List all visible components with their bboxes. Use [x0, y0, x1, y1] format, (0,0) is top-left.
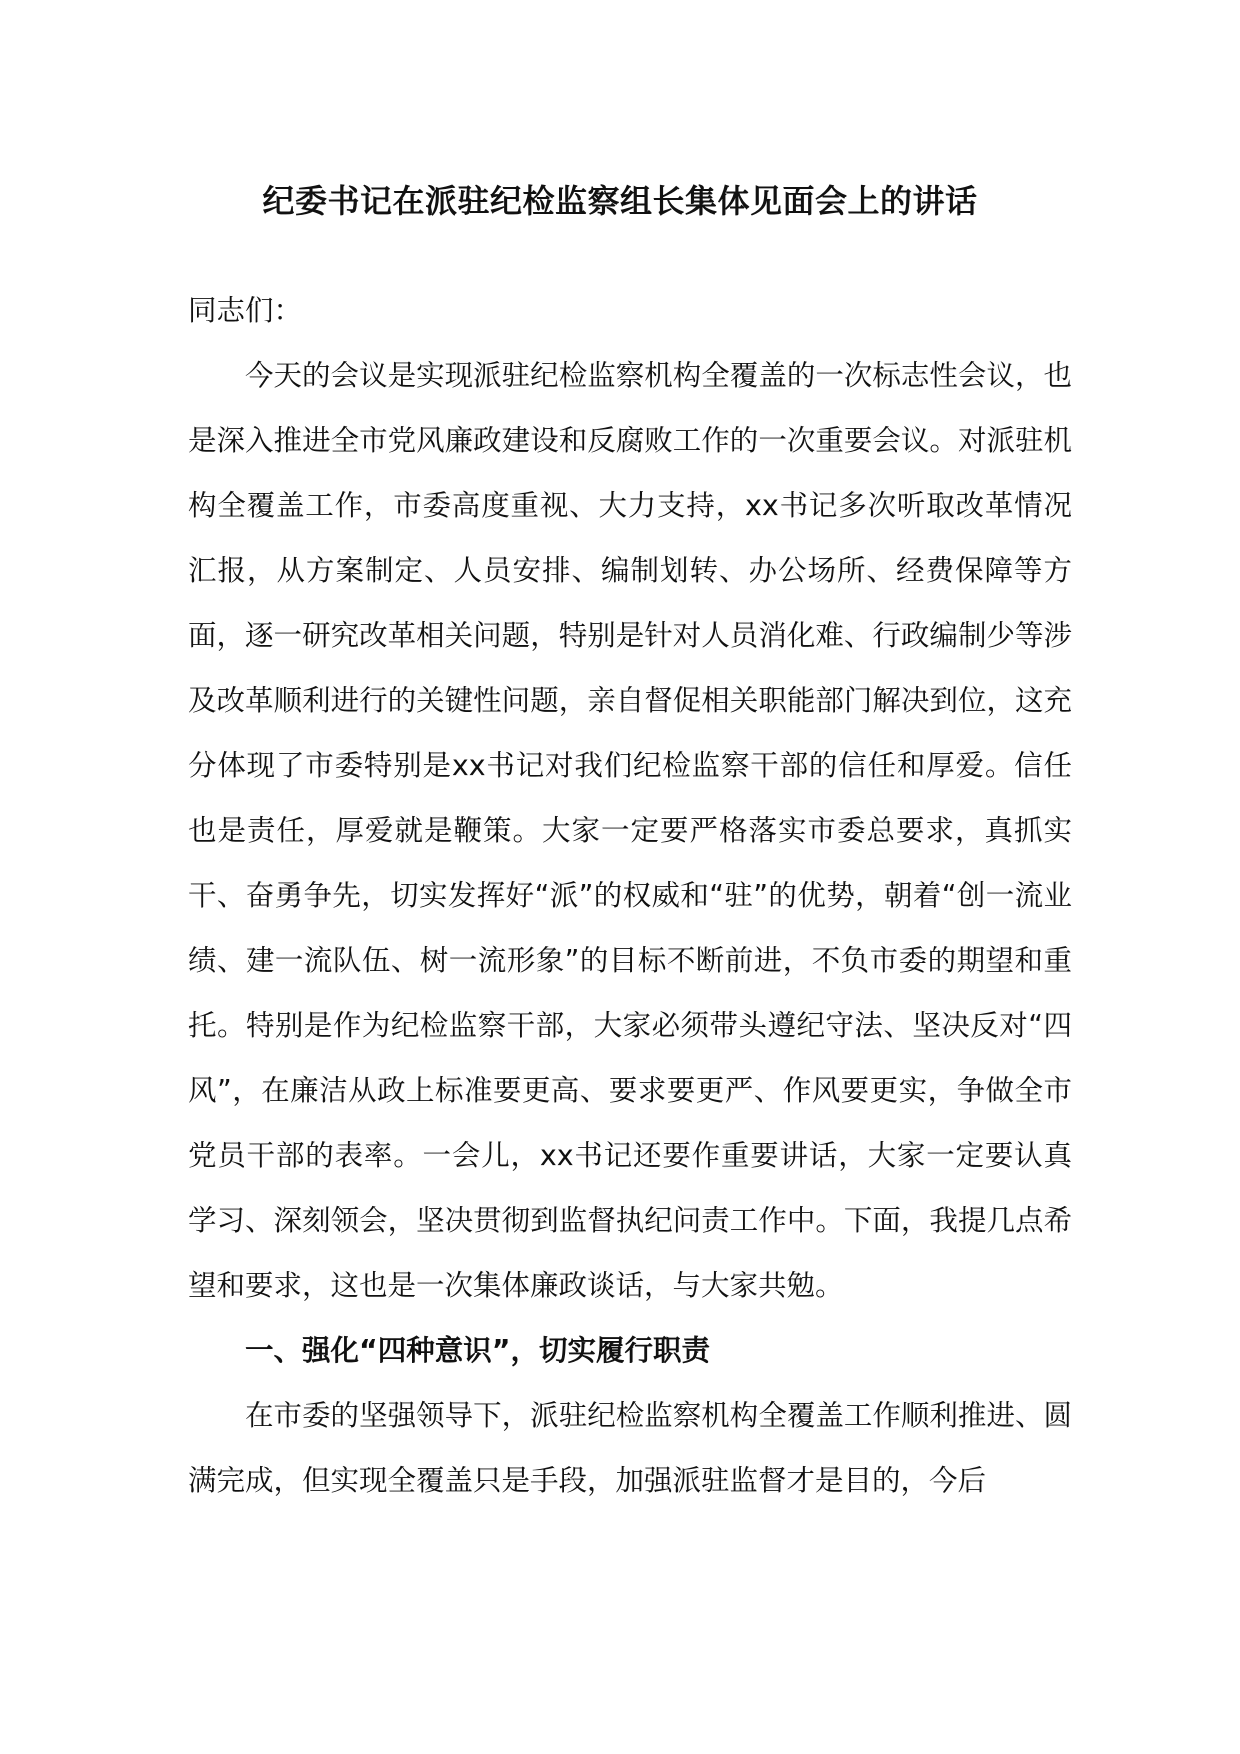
- paragraph: 今天的会议是实现派驻纪检监察机构全覆盖的一次标志性会议，也是深入推进全市党风廉政建设和反腐败工作的一次重要会议。对派驻机构全覆盖工作，市委高度重视、大力支持，xx书记多次听取改革情况汇报，从方案制定、人员安排、编制划转、办公场所、经费保障等方面，逐一研究改革相关问题，特别是针对人员消化难、行政编制少等涉及改革顺利进行的关键性问题，亲自督促相关职能部门解决到位，这充分体现了市委特别是xx书记对我们纪检监察干部的信任和厚爱。信任也是责任，厚爱就是鞭策。大家一定要严格落实市委总要求，真抓实干、奋勇争先，切实发挥好“派”的权威和“驻”的优势，朝着“创一流业绩、建一流队伍、树一流形象”的目标不断前进，不负市委的期望和重托。特别是作为纪检监察干部，大家必须带头遵纪守法、坚决反对“四风”，在廉洁从政上标准要更高、要求要更严、作风要更实，争做全市党员干部的表率。一会儿，xx书记还要作重要讲话，大家一定要认真学习、深刻领会，坚决贯彻到监督执纪问责工作中。下面，我提几点希望和要求，这也是一次集体廉政谈话，与大家共勉。: [188, 359, 1072, 1302]
- paragraph: 在市委的坚强领导下，派驻纪检监察机构全覆盖工作顺利推进、圆满完成，但实现全覆盖只是手段，加强派驻监督才是目的，今后: [188, 1399, 1072, 1497]
- document-body: [188, 278, 1072, 1513]
- salutation: 同志们：: [188, 294, 303, 327]
- section-heading: 一、强化“四种意识”，切实履行职责: [245, 1334, 710, 1367]
- document-title: 纪委书记在派驻纪检监察组长集体见面会上的讲话: [262, 182, 978, 220]
